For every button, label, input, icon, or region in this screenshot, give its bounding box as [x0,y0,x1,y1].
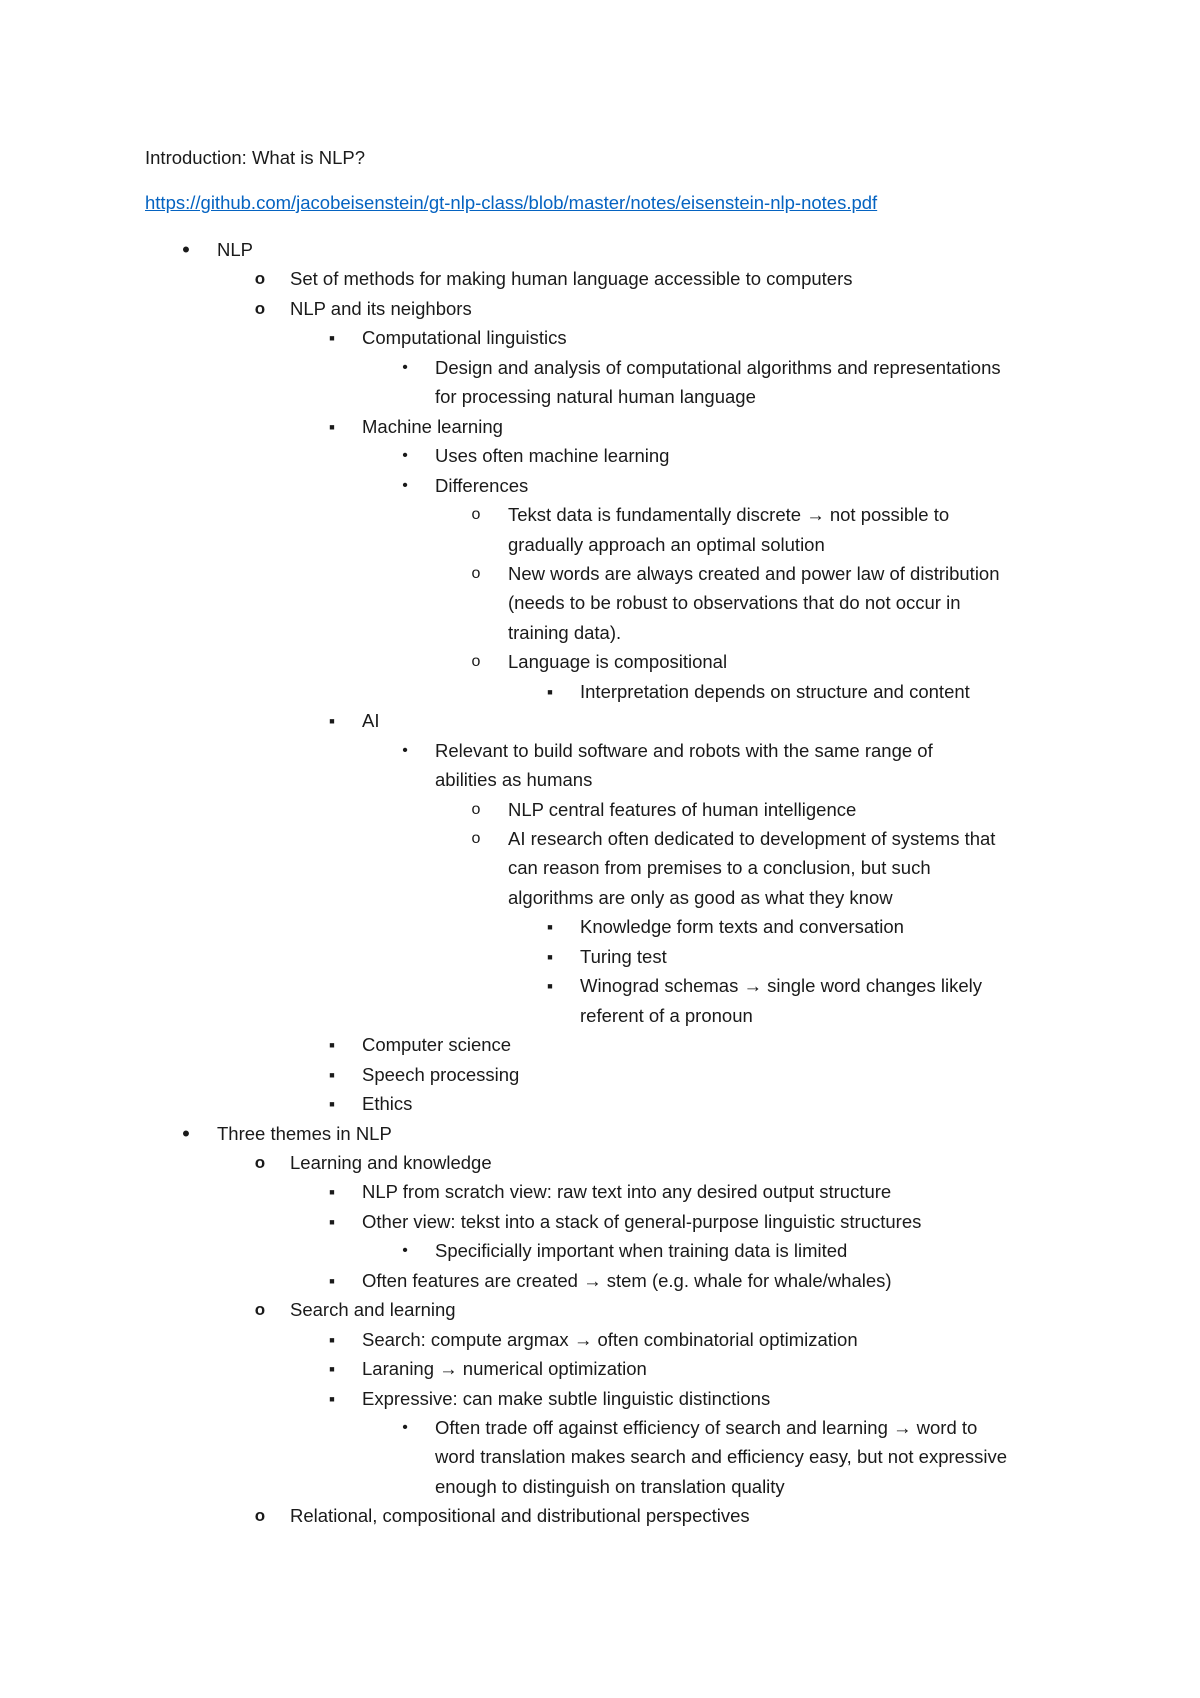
list-item: NLP [217,239,253,260]
bullet-marker: ■ [329,1070,335,1080]
bullet-marker: • [182,1121,190,1146]
bullet-marker: o [471,506,481,523]
list-item: AI research often dedicated to development of systems that [508,828,996,849]
bullet-marker: • [402,1242,408,1259]
list-item: Winograd schemas → single word changes likely [580,975,983,996]
list-item: Interpretation depends on structure and content [580,681,970,702]
bullet-marker: ■ [329,1335,335,1345]
list-item: training data). [508,622,622,643]
list-item: enough to distinguish on translation quality [435,1476,785,1497]
list-item: Language is compositional [508,651,728,672]
list-item: can reason from premises to a conclusion, but such [508,857,931,878]
list-item: Differences [435,475,529,496]
list-item: gradually approach an optimal solution [508,534,825,555]
list-item: Specificially important when training data is limited [435,1240,848,1261]
bullet-marker: ■ [329,1040,335,1050]
list-item: abilities as humans [435,769,593,790]
list-item: Set of methods for making human language accessible to computers [290,268,853,289]
bullet-marker: • [402,359,408,376]
list-item: Ethics [362,1093,413,1114]
list-item: Tekst data is fundamentally discrete → not possible to [508,504,950,525]
bullet-marker: ■ [329,716,335,726]
list-item: Design and analysis of computational algorithms and representations [435,357,1001,378]
bullet-marker: ■ [547,952,553,962]
list-item: Often features are created → stem (e.g. whale for whale/whales) [362,1270,892,1291]
list-item: word translation makes search and efficiency easy, but not expressive [435,1446,1008,1467]
list-item: Turing test [580,946,667,967]
bullet-marker: ■ [329,1394,335,1404]
bullet-marker: ■ [329,1276,335,1286]
list-item: New words are always created and power law of distribution [508,563,1000,584]
list-item: Knowledge form texts and conversation [580,916,904,937]
document-title: Introduction: What is NLP? [145,147,366,168]
list-item: Laraning → numerical optimization [362,1358,647,1379]
bullet-marker: ■ [329,1187,335,1197]
bullet-marker: o [471,565,481,582]
list-item: NLP and its neighbors [290,298,472,319]
list-item: (needs to be robust to observations that do not occur in [508,592,961,613]
bullet-marker: ■ [329,333,335,343]
list-item: Speech processing [362,1064,520,1085]
bullet-marker: o [254,1153,266,1172]
bullet-marker: • [402,1419,408,1436]
notes-link[interactable]: https://github.com/jacobeisenstein/gt-nlp-class/blob/master/notes/eisenstein-nlp-notes.pdf [145,192,878,213]
list-item: Computational linguistics [362,327,567,348]
bullet-marker: • [182,237,190,262]
list-item: AI [362,710,380,731]
bullet-marker: o [254,299,266,318]
list-item: Search and learning [290,1299,456,1320]
bullet-marker: ■ [329,1099,335,1109]
bullet-marker: • [402,447,408,464]
list-item: Three themes in NLP [217,1123,392,1144]
bullet-marker: ■ [329,1217,335,1227]
bullet-marker: o [254,269,266,288]
list-item: Computer science [362,1034,512,1055]
list-item: Search: compute argmax → often combinatorial optimization [362,1329,858,1350]
list-item: algorithms are only as good as what they know [508,887,893,908]
bullet-marker: ■ [547,981,553,991]
list-item: Learning and knowledge [290,1152,492,1173]
bullet-marker: • [402,477,408,494]
bullet-marker: o [471,830,481,847]
list-item: Uses often machine learning [435,445,670,466]
list-item: referent of a pronoun [580,1005,753,1026]
list-item: NLP from scratch view: raw text into any desired output structure [362,1181,892,1202]
bullet-marker: ■ [547,687,553,697]
list-item: Relevant to build software and robots with the same range of [435,740,933,761]
bullet-marker: ■ [329,1364,335,1374]
bullet-marker: o [471,653,481,670]
bullet-marker: o [254,1506,266,1525]
list-item: NLP central features of human intelligence [508,799,857,820]
list-item: Other view: tekst into a stack of general-purpose linguistic structures [362,1211,922,1232]
bullet-marker: • [402,742,408,759]
list-item: for processing natural human language [435,386,756,407]
list-item: Often trade off against efficiency of search and learning → word to [435,1417,978,1438]
list-item: Expressive: can make subtle linguistic distinctions [362,1388,771,1409]
bullet-marker: ■ [547,922,553,932]
list-item: Relational, compositional and distributional perspectives [290,1505,750,1526]
list-item: Machine learning [362,416,503,437]
bullet-marker: ■ [329,422,335,432]
bullet-marker: o [254,1300,266,1319]
bullet-marker: o [471,801,481,818]
